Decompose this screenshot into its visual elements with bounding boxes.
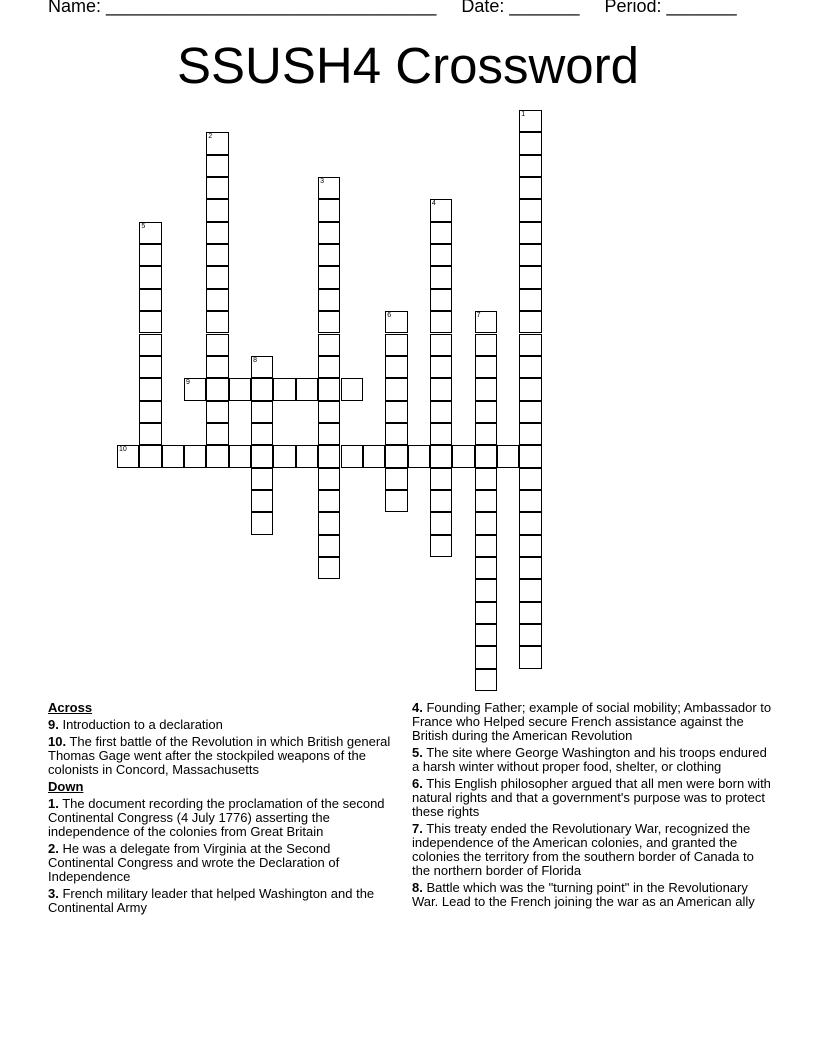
crossword-cell[interactable] [206,155,228,177]
clue-text: French military leader that helped Washington and the Continental Army [48,886,375,915]
clue-item [412,822,772,878]
crossword-cell[interactable] [206,356,228,378]
crossword-cell[interactable] [475,557,497,579]
crossword-cell[interactable] [318,244,340,266]
crossword-cell[interactable] [318,490,340,512]
crossword-cell[interactable] [184,445,206,467]
down-clue-list [48,797,393,915]
clue-number-label: 10 [119,446,127,454]
crossword-cell[interactable] [519,244,541,266]
crossword-cell[interactable] [251,490,273,512]
crossword-cell[interactable] [318,177,340,199]
crossword-cell[interactable] [273,378,295,400]
clue-text: Introduction to a declaration [58,717,223,732]
crossword-cell[interactable] [408,445,430,467]
crossword-cell[interactable] [475,311,497,333]
crossword-cell[interactable] [430,244,452,266]
crossword-cell[interactable] [430,199,452,221]
crossword-cell[interactable] [519,646,541,668]
clue-number: 7. [412,821,423,836]
crossword-cell[interactable] [475,468,497,490]
clue-number-label: 3 [320,178,325,186]
crossword-cell[interactable] [206,401,228,423]
page-title: SSUSH4 Crossword [177,37,639,94]
clue-number: 4. [412,700,423,715]
crossword-cell[interactable] [318,222,340,244]
clue-item [48,797,393,839]
crossword-cell[interactable] [184,378,206,400]
crossword-cell[interactable] [318,535,340,557]
across-heading: Across [48,700,93,715]
crossword-cell[interactable] [139,401,161,423]
clue-number-label: 5 [141,222,146,230]
crossword-cell[interactable] [206,445,228,467]
crossword-cell[interactable] [229,378,251,400]
crossword-cell[interactable] [519,401,541,423]
clue-number-label: 7 [476,312,481,320]
crossword-cell[interactable] [475,624,497,646]
crossword-cell[interactable] [385,378,407,400]
crossword-cell[interactable] [341,445,363,467]
crossword-cell[interactable] [251,378,273,400]
crossword-cell[interactable] [519,512,541,534]
clue-text: He was a delegate from Virginia at the Second Continental Congress and wrote the Declaration of Independence [48,841,340,884]
crossword-cell[interactable] [206,334,228,356]
crossword-cell[interactable] [430,356,452,378]
clue-number: 1. [48,796,59,811]
clue-number: 8. [412,880,423,895]
crossword-cell[interactable] [452,445,474,467]
crossword-cell[interactable] [430,445,452,467]
clue-text: The first battle of the Revolution in which British general Thomas Gage went after the stockpiled weapons of the colonists in Concord, Massachusetts [48,734,391,777]
crossword-cell[interactable] [318,378,340,400]
crossword-cell[interactable] [519,557,541,579]
down-heading: Down [48,779,84,794]
crossword-cell[interactable] [206,289,228,311]
crossword-cell[interactable] [206,378,228,400]
crossword-cell[interactable] [251,423,273,445]
crossword-cell[interactable] [251,512,273,534]
crossword-cell[interactable] [206,199,228,221]
crossword-cell[interactable] [162,445,184,467]
crossword-cell[interactable] [519,311,541,333]
crossword-cell[interactable] [139,289,161,311]
crossword-cell[interactable] [519,445,541,467]
crossword-cell[interactable] [519,177,541,199]
crossword-cell[interactable] [519,468,541,490]
clue-item [412,881,772,909]
crossword-cell[interactable] [251,445,273,467]
clue-number: 2. [48,841,59,856]
crossword-cell[interactable] [475,646,497,668]
clue-text: The document recording the proclamation of the second Continental Congress (4 July 1776) asserting the independence of the colonies from Great Britain [48,796,385,839]
crossword-cell[interactable] [519,356,541,378]
clue-item [48,718,393,732]
clue-number-label: 9 [186,379,190,387]
crossword-cell[interactable] [475,445,497,467]
crossword-cell[interactable] [139,445,161,467]
clue-text: The site where George Washington and his troops endured a harsh winter without proper food, shelter, or clothing [412,745,767,774]
crossword-cell[interactable] [519,289,541,311]
crossword-cell[interactable] [385,356,407,378]
clue-item [48,887,393,915]
clue-text: This treaty ended the Revolutionary War, recognized the independence of the American colonies, and granted the colonies the territory from the southern border of Canada to the northern border of Florida [412,821,754,878]
crossword-cell[interactable] [229,445,251,467]
clue-item [412,746,772,774]
crossword-cell[interactable] [475,535,497,557]
crossword-cell[interactable] [519,490,541,512]
crossword-cell[interactable] [475,602,497,624]
crossword-cell[interactable] [385,490,407,512]
crossword-cell[interactable] [519,222,541,244]
clue-text: Battle which was the "turning point" in the Revolutionary War. Lead to the French joining the war as an American ally [412,880,755,909]
crossword-cell[interactable] [519,602,541,624]
crossword-cell[interactable] [206,222,228,244]
crossword-cell[interactable] [519,110,541,132]
crossword-cell[interactable] [475,356,497,378]
crossword-cell[interactable] [519,423,541,445]
crossword-cell[interactable] [475,669,497,691]
clue-number-label: 6 [387,312,392,320]
clue-number: 10. [48,734,67,749]
crossword-cell[interactable] [318,512,340,534]
crossword-cell[interactable] [475,423,497,445]
crossword-cell[interactable] [385,401,407,423]
crossword-cell[interactable] [497,445,519,467]
crossword-cell[interactable] [519,624,541,646]
crossword-cell[interactable] [318,423,340,445]
crossword-cell[interactable] [385,468,407,490]
crossword-cell[interactable] [430,222,452,244]
crossword-cell[interactable] [318,356,340,378]
crossword-cell[interactable] [519,199,541,221]
crossword-cell[interactable] [475,334,497,356]
crossword-cell[interactable] [251,356,273,378]
crossword-cell[interactable] [475,401,497,423]
crossword-cell[interactable] [519,378,541,400]
crossword-cell[interactable] [385,423,407,445]
crossword-cell[interactable] [363,445,385,467]
across-clue-list [48,718,393,777]
clue-item [412,701,772,743]
crossword-cell[interactable] [318,199,340,221]
crossword-cell[interactable] [385,445,407,467]
crossword-cell[interactable] [139,423,161,445]
clues-left-column [48,701,393,918]
crossword-cell[interactable] [430,490,452,512]
clue-text: Founding Father; example of social mobility; Ambassador to France who Helped secure French assistance against the British during the American Revolution [412,700,772,743]
crossword-cell[interactable] [206,266,228,288]
crossword-cell[interactable] [430,423,452,445]
crossword-cell[interactable] [519,132,541,154]
clue-number-label: 1 [521,111,526,118]
crossword-cell[interactable] [430,535,452,557]
crossword-cell[interactable] [385,334,407,356]
student-info-line: Name: _________________________________ Date: _______ Period: _______ [48,0,737,16]
crossword-cell[interactable] [273,445,295,467]
crossword-cell[interactable] [430,512,452,534]
crossword-cell[interactable] [430,311,452,333]
crossword-cell[interactable] [475,512,497,534]
crossword-cell[interactable] [475,378,497,400]
crossword-cell[interactable] [341,378,363,400]
clues-right-column [412,701,772,912]
clue-text: This English philosopher argued that all men were born with natural rights and that a government's purpose was to protect these rights [412,776,771,819]
crossword-cell[interactable] [430,468,452,490]
clue-number: 9. [48,717,59,732]
crossword-cell[interactable] [385,311,407,333]
crossword-cell[interactable] [475,579,497,601]
down-clue-list-continued [412,701,772,909]
crossword-cell[interactable] [519,535,541,557]
crossword-cell[interactable] [318,468,340,490]
clue-number-label: 4 [431,200,436,208]
crossword-cell[interactable] [318,289,340,311]
crossword-cell[interactable] [430,378,452,400]
crossword-cell[interactable] [519,334,541,356]
crossword-cell[interactable] [296,378,318,400]
crossword-cell[interactable] [318,334,340,356]
crossword-cell[interactable] [206,132,228,154]
clue-number-label: 2 [208,133,213,141]
clue-item [48,735,393,777]
crossword-cell[interactable] [318,557,340,579]
crossword-cell[interactable] [430,266,452,288]
clue-number-label: 8 [253,356,257,364]
crossword-cell[interactable] [318,266,340,288]
crossword-cell[interactable] [519,155,541,177]
crossword-cell[interactable] [206,311,228,333]
crossword-cell[interactable] [430,289,452,311]
crossword-cell[interactable] [318,445,340,467]
crossword-cell[interactable] [139,334,161,356]
crossword-cell[interactable] [206,244,228,266]
crossword-cell[interactable] [430,401,452,423]
crossword-cell[interactable] [318,401,340,423]
crossword-cell[interactable] [139,266,161,288]
crossword-cell[interactable] [251,468,273,490]
crossword-cell[interactable] [296,445,318,467]
crossword-cell[interactable] [519,266,541,288]
crossword-cell[interactable] [139,222,161,244]
clue-number: 3. [48,886,59,901]
crossword-cell[interactable] [139,356,161,378]
crossword-cell[interactable] [139,311,161,333]
clue-number: 5. [412,745,423,760]
crossword-cell[interactable] [519,579,541,601]
crossword-cell[interactable] [251,401,273,423]
crossword-cell[interactable] [139,378,161,400]
crossword-cell[interactable] [318,311,340,333]
clue-item [412,777,772,819]
crossword-cell[interactable] [117,445,139,467]
crossword-cell[interactable] [206,423,228,445]
crossword-cell[interactable] [206,177,228,199]
clue-item [48,842,393,884]
clue-number: 6. [412,776,423,791]
crossword-cell[interactable] [430,334,452,356]
crossword-cell[interactable] [139,244,161,266]
crossword-cell[interactable] [475,490,497,512]
